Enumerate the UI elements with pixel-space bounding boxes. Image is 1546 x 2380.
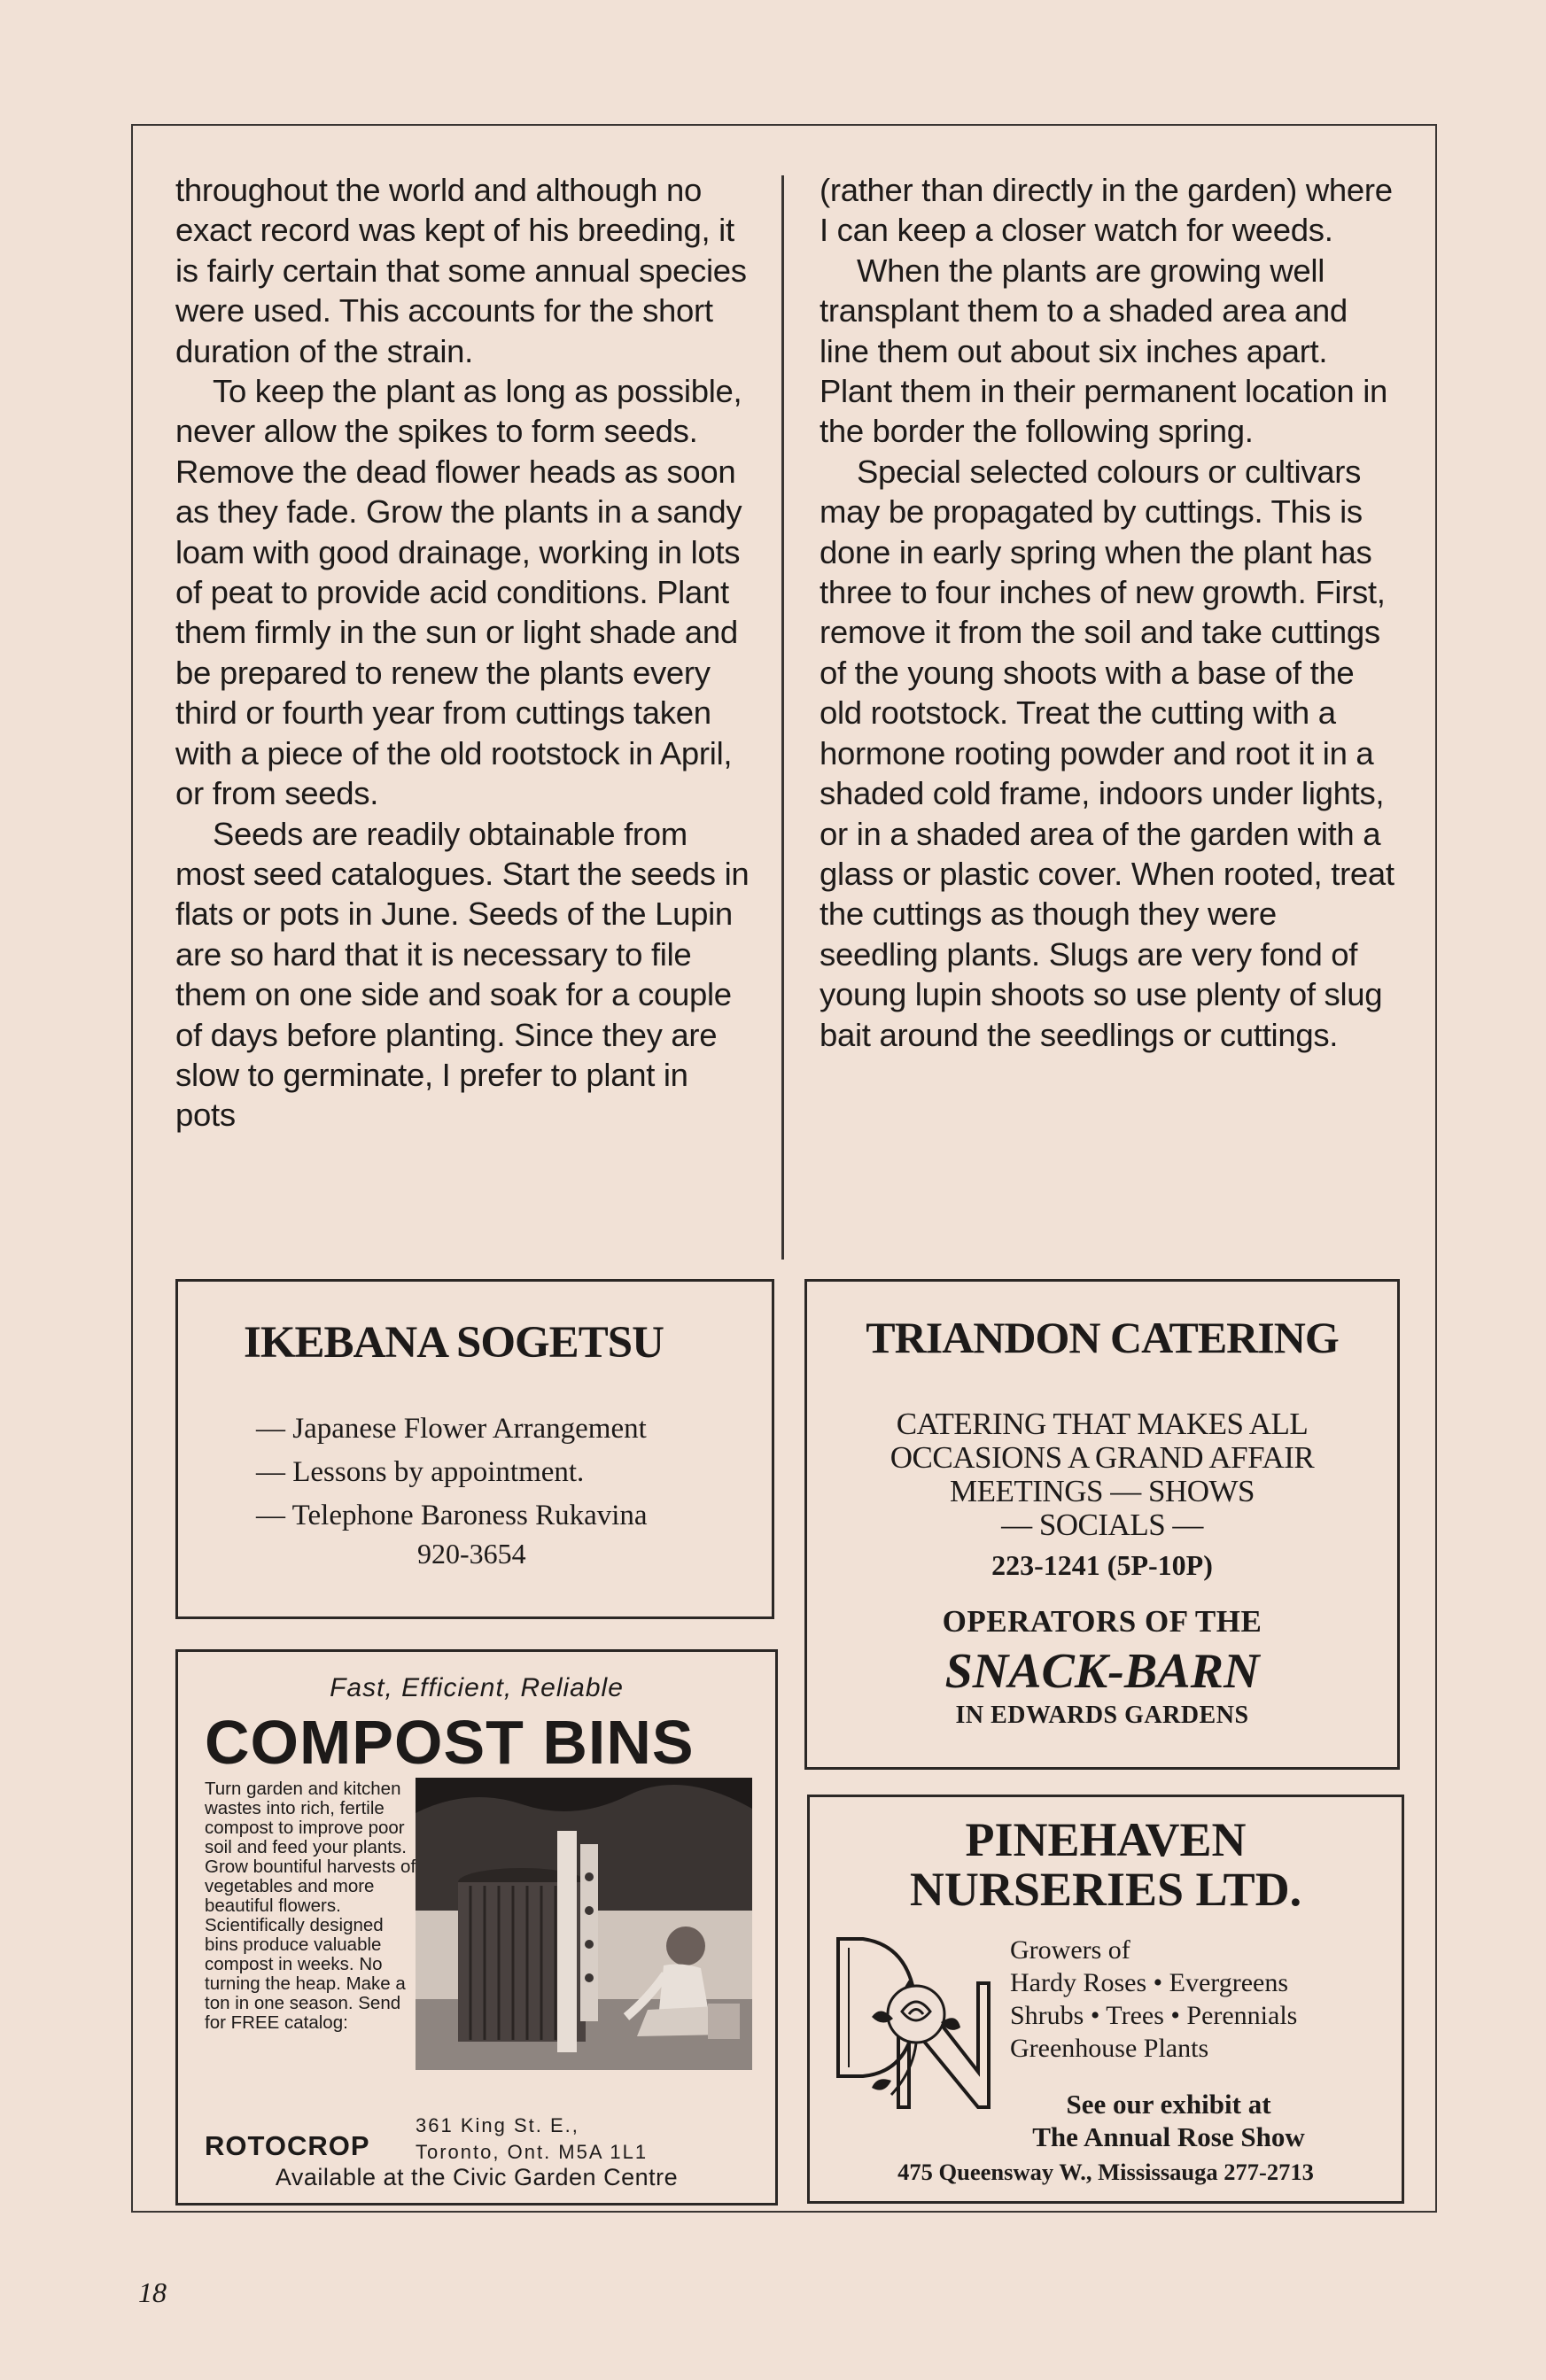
- compost-bins-ad: [175, 1649, 778, 2206]
- rose-monogram-logo: [827, 1930, 1001, 2118]
- article-paragraph: Special selected colours or cultivars may be propagated by cuttings. This is done in early spring when the plant has three to four inches of new growth. First, remove it from the soil and take cuttings of the young shoots with a base of the old rootstock. Treat the cutting with a hormone rooting powder and root it in a shaded cold frame, indoors under lights, or in a shaded area of the garden with a glass or plastic cover. When rooted, treat the cuttings as though they were seedling plants. Slugs are very fond of young lupin shoots so use plenty of slug bait around the seedlings or cuttings.: [820, 453, 1395, 1053]
- triandon-phone: 223-1241 (5P-10P): [991, 1549, 1213, 1581]
- article-paragraph: (rather than directly in the garden) where I can keep a closer watch for weeds.: [820, 172, 1393, 249]
- article-right-column: [820, 170, 1401, 1055]
- compost-address-line: Toronto, Ont. M5A 1L1: [416, 2141, 649, 2163]
- pinehaven-exhibit: [987, 2088, 1350, 2153]
- ikebana-title: IKEBANA SOGETSU: [244, 1318, 664, 1368]
- article-paragraph: When the plants are growing well transplant them to a shaded area and line them out about six inches apart. Plant them in their permanent location in the border the following spring.: [820, 252, 1388, 450]
- snack-barn-name: SNACK-BARN: [944, 1644, 1260, 1699]
- triandon-catering-ad: [804, 1279, 1400, 1770]
- pinehaven-growers-line: Hardy Roses • Evergreens: [1010, 1968, 1289, 1997]
- ikebana-item: — Telephone Baroness Rukavina: [256, 1500, 648, 1531]
- compost-headline: COMPOST BINS: [205, 1708, 695, 1777]
- pinehaven-title: [810, 1815, 1402, 1914]
- triandon-operators: OPERATORS OF THE: [942, 1604, 1262, 1639]
- triandon-tagline-line: OCCASIONS A GRAND AFFAIR: [890, 1440, 1315, 1475]
- pinehaven-growers-line: Growers of: [1010, 1935, 1130, 1965]
- pinehaven-growers-line: Greenhouse Plants: [1010, 2034, 1209, 2063]
- pinehaven-title-line: PINEHAVEN: [965, 1813, 1247, 1866]
- compost-address: [416, 2113, 648, 2166]
- triandon-tagline-line: CATERING THAT MAKES ALL: [896, 1407, 1309, 1441]
- compost-address-line: 361 King St. E.,: [416, 2114, 579, 2136]
- triandon-location: IN EDWARDS GARDENS: [955, 1702, 1249, 1729]
- compost-body-text: Turn garden and kitchen wastes into rich, fertile compost to improve poor soil and feed your plants. Grow bountiful harvests of vegetables and more beautiful flowers. Scientifically designed bins produce valuable compost in weeks. No turning the heap. Make a ton in one season. Send for FREE catalog:: [205, 1779, 416, 2033]
- pinehaven-title-line: NURSERIES LTD.: [909, 1863, 1302, 1916]
- article-paragraph: throughout the world and although no exact record was kept of his breeding, it is fairly certain that some annual species were used. This accounts for the short duration of the strain.: [175, 172, 747, 369]
- article-paragraph: To keep the plant as long as possible, never allow the spikes to form seeds. Remove the dead flower heads as soon as they fade. Grow the plants in a sandy loam with good drainage, working in lots of peat to provide acid conditions. Plant them firmly in the sun or light shade and be prepared to renew the plants every third or fourth year from cuttings taken with a piece of the old rootstock in April, or from seeds.: [175, 373, 742, 812]
- compost-bin-photo: [416, 1778, 752, 2070]
- column-divider: [781, 175, 784, 1260]
- compost-availability: Available at the Civic Garden Centre: [275, 2164, 679, 2190]
- ikebana-ad: [175, 1279, 774, 1619]
- pinehaven-nurseries-ad: [807, 1795, 1404, 2204]
- pinehaven-growers-line: Shrubs • Trees • Perennials: [1010, 2001, 1298, 2030]
- article-left-column: [175, 170, 757, 1136]
- ikebana-item: — Japanese Flower Arrangement: [256, 1413, 647, 1445]
- pinehaven-growers: [1010, 1934, 1297, 2065]
- compost-tagline: Fast, Efficient, Reliable: [330, 1673, 624, 1702]
- compost-brand: ROTOCROP: [205, 2130, 370, 2161]
- ikebana-item: — Lessons by appointment.: [256, 1456, 585, 1488]
- pinehaven-address: 475 Queensway W., Mississauga 277-2713: [897, 2159, 1314, 2185]
- ikebana-list: [256, 1407, 648, 1538]
- triandon-title: TRIANDON CATERING: [866, 1313, 1339, 1362]
- triandon-tagline-line: — SOCIALS —: [1001, 1508, 1203, 1542]
- triandon-tagline-line: MEETINGS — SHOWS: [950, 1474, 1255, 1508]
- pinehaven-exhibit-line: See our exhibit at: [1066, 2089, 1271, 2120]
- ikebana-phone: 920-3654: [417, 1538, 526, 1570]
- article-paragraph: Seeds are readily obtainable from most seed catalogues. Start the seeds in flats or pots in June. Seeds of the Lupin are so hard that it is necessary to file them on one side and soak for a couple of days before planting. Since they are slow to germinate, I prefer to plant in pots: [175, 815, 750, 1134]
- pinehaven-exhibit-line: The Annual Rose Show: [1032, 2121, 1305, 2152]
- page-number: 18: [138, 2276, 167, 2308]
- triandon-tagline: [807, 1407, 1397, 1542]
